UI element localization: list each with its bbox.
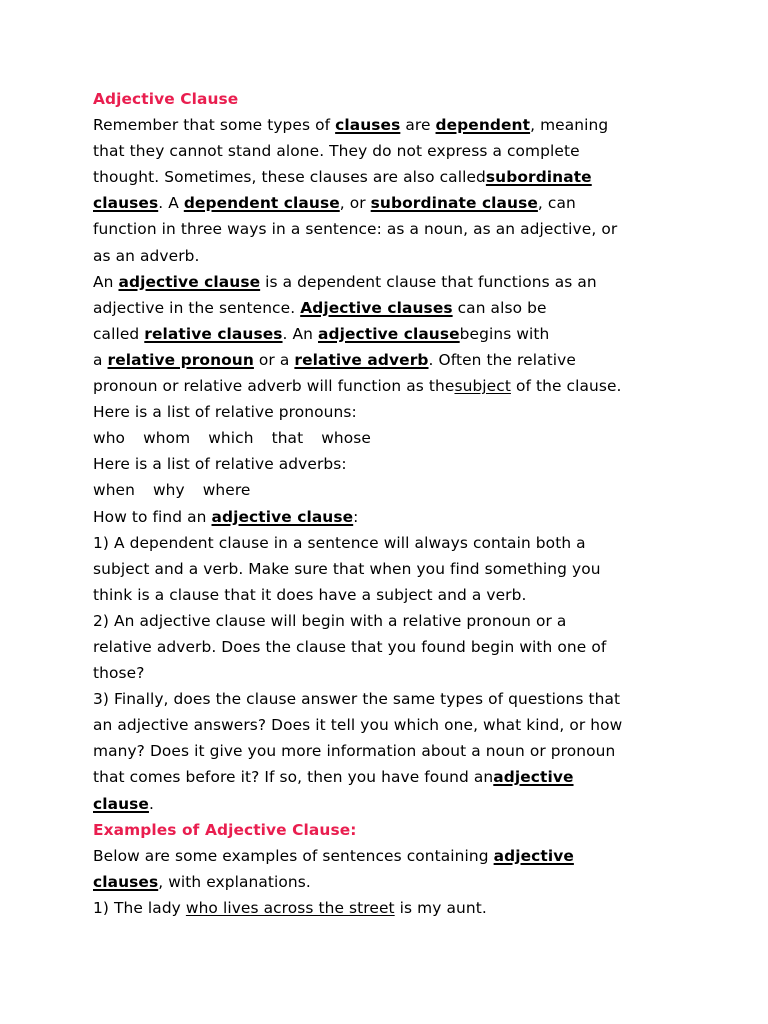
paragraph-line — [93, 295, 733, 321]
document-body — [93, 86, 733, 921]
paragraph-line — [93, 791, 733, 817]
text-run: How to find an — [93, 507, 212, 526]
keyword-link-dependent-clause[interactable]: dependent clause — [183, 194, 340, 213]
paragraph-line — [93, 764, 733, 790]
text-run: thought. Sometimes, these clauses are also called — [93, 168, 486, 187]
text-run: An — [93, 272, 119, 291]
text-run: pronoun or relative adverb will function as the — [93, 377, 455, 396]
paragraph-line: 3) Finally, does the clause answer the same types of questions that — [93, 690, 621, 709]
text-run: . A — [158, 194, 184, 213]
keyword-link-relative-pronoun[interactable]: relative pronoun — [107, 350, 254, 369]
keyword-link-adjective-clause-2[interactable]: adjective clause — [318, 324, 460, 343]
paragraph-line — [93, 164, 733, 190]
paragraph-line — [93, 869, 733, 895]
link-subject[interactable]: subject — [454, 377, 511, 396]
list-item: whose — [321, 429, 371, 448]
text-run: , meaning — [530, 116, 609, 135]
paragraph-line: 1) A dependent clause in a sentence will always contain both a — [93, 533, 586, 552]
text-run: can also be — [452, 298, 547, 317]
underlined-clause: who lives across the street — [185, 898, 395, 917]
paragraph-line — [93, 190, 733, 216]
relative-pronoun-list — [93, 425, 733, 451]
paragraph-line: 2) An adjective clause will begin with a relative pronoun or a — [93, 611, 567, 630]
paragraph-line — [93, 321, 733, 347]
text-run: 1) The lady — [93, 898, 186, 917]
text-run: . An — [282, 324, 319, 343]
example-sentence — [93, 895, 733, 921]
keyword-link-clauses-2[interactable]: clauses — [93, 872, 159, 891]
paragraph-line: many? Does it give you more information about a noun or pronoun — [93, 742, 616, 761]
paragraph-line — [93, 373, 733, 399]
paragraph-line — [93, 347, 733, 373]
keyword-link-relative-clauses[interactable]: relative clauses — [144, 324, 283, 343]
text-run: that comes before it? If so, then you have found an — [93, 768, 494, 787]
keyword-link-adjective-2[interactable]: adjective — [493, 846, 574, 865]
paragraph-line — [93, 269, 733, 295]
text-run: a — [93, 350, 108, 369]
keyword-link-clauses-cont[interactable]: clauses — [93, 194, 159, 213]
text-run: begins with — [459, 324, 550, 343]
keyword-link-relative-adverb[interactable]: relative adverb — [294, 350, 429, 369]
keyword-link-adjective[interactable]: adjective — [493, 768, 574, 787]
paragraph-line: as an adverb. — [93, 246, 200, 265]
paragraph-line: function in three ways in a sentence: as a noun, as an adjective, or — [93, 220, 618, 239]
paragraph-line: Here is a list of relative adverbs: — [93, 455, 347, 474]
paragraph-line: an adjective answers? Does it tell you which one, what kind, or how — [93, 716, 623, 735]
text-run: is my aunt. — [394, 898, 487, 917]
keyword-link-adjective-clause[interactable]: adjective clause — [118, 272, 261, 291]
section-heading-examples: Examples of Adjective Clause: — [93, 820, 357, 839]
list-item: why — [152, 481, 185, 500]
relative-adverb-list — [93, 477, 733, 503]
paragraph-line: relative adverb. Does the clause that you found begin with one of — [93, 637, 607, 656]
paragraph-line: subject and a verb. Make sure that when you find something you — [93, 559, 601, 578]
paragraph-line: Here is a list of relative pronouns: — [93, 403, 357, 422]
text-run: , can — [537, 194, 576, 213]
keyword-link-adjective-clause-3[interactable]: adjective clause — [211, 507, 354, 526]
text-run: : — [353, 507, 359, 526]
text-run: . — [148, 794, 154, 813]
text-run: , or — [339, 194, 371, 213]
list-item: that — [271, 429, 304, 448]
text-run: Below are some examples of sentences containing — [93, 846, 494, 865]
text-run: . Often the relative — [428, 350, 576, 369]
text-run: of the clause. — [510, 377, 622, 396]
paragraph-line: think is a clause that it does have a subject and a verb. — [93, 585, 527, 604]
paragraph-line — [93, 112, 733, 138]
keyword-link-clause[interactable]: clause — [93, 794, 149, 813]
paragraph-line — [93, 843, 733, 869]
text-run: is a dependent clause that functions as an — [260, 272, 597, 291]
text-run: , with explanations. — [158, 872, 311, 891]
text-run: Remember that some types of — [93, 116, 336, 135]
keyword-link-dependent[interactable]: dependent — [435, 116, 531, 135]
list-item: who — [93, 429, 126, 448]
text-run: adjective in the sentence. — [93, 298, 301, 317]
text-run: or a — [253, 350, 295, 369]
keyword-link-subordinate-clause[interactable]: subordinate clause — [370, 194, 538, 213]
paragraph-line: that they cannot stand alone. They do not express a complete — [93, 142, 580, 161]
keyword-link-subordinate[interactable]: subordinate — [485, 168, 592, 187]
paragraph-line — [93, 504, 733, 530]
keyword-link-clauses[interactable]: clauses — [335, 116, 401, 135]
list-item: whom — [143, 429, 191, 448]
paragraph-line: those? — [93, 664, 145, 683]
list-item: which — [208, 429, 254, 448]
section-heading-adjective-clause: Adjective Clause — [93, 90, 239, 108]
text-run: called — [93, 324, 145, 343]
list-item: when — [93, 481, 135, 500]
list-item: where — [202, 481, 251, 500]
keyword-link-adjective-clauses[interactable]: Adjective clauses — [300, 298, 453, 317]
text-run: are — [400, 116, 436, 135]
